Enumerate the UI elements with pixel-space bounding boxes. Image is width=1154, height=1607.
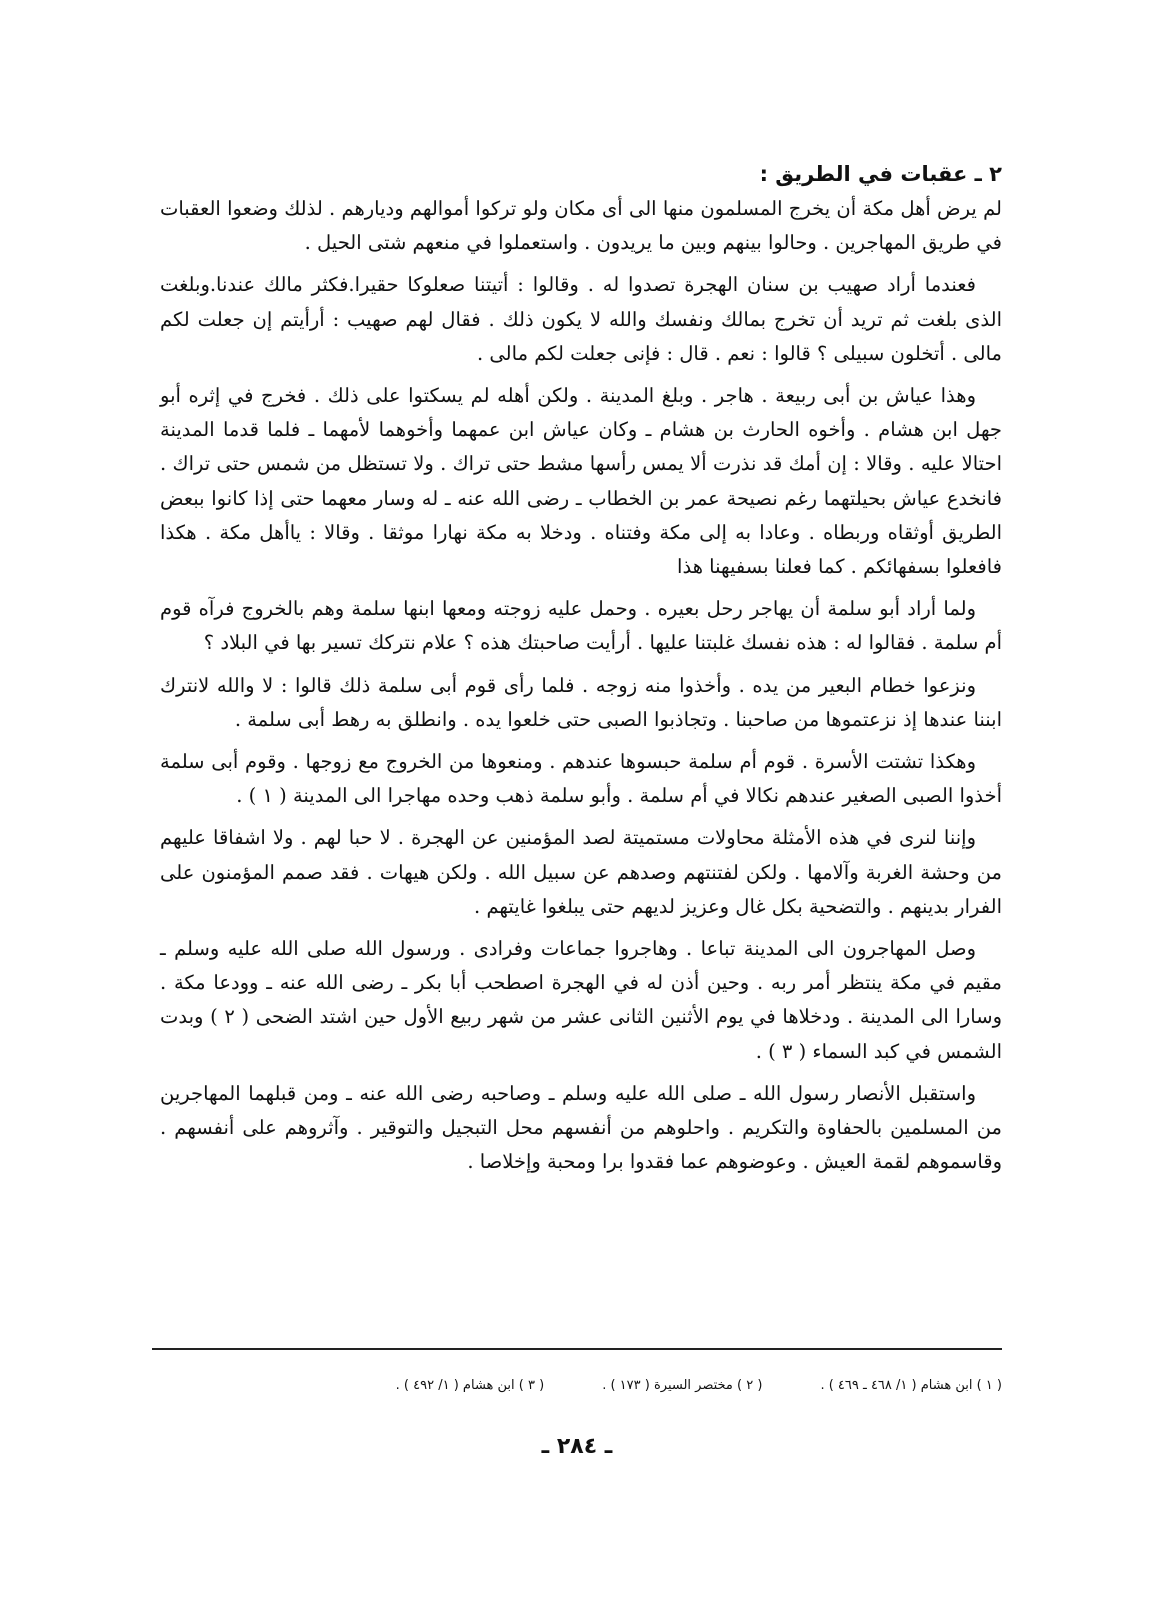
footnote-1: ( ١ ) ابن هشام ( ١/ ٤٦٨ ـ ٤٦٩ ) . — [820, 1378, 1002, 1393]
paragraph: وهكذا تشتت الأسرة . قوم أم سلمة حبسوها عندهم . ومنعوها من الخروج مع زوجها . وقوم أبى سلمة أخذوا الصبى الصغير عندهم نكالا في أم سلمة . وأبو سلمة ذهب وحده مهاجرا الى المدينة ( ١ ) . — [160, 750, 1002, 808]
paragraph: وصل المهاجرون الى المدينة تباعا . وهاجروا جماعات وفرادى . ورسول الله صلى الله عليه وسلم ـ مقيم في مكة ينتظر أمر ربه . وحين أذن له في الهجرة اصطحب أبا بكر ـ رضى الله عنه ـ وودعا مكة . وسارا الى المدينة . ودخلاها في يوم الأثنين الثانى عشر من شهر ربيع الأول حين اشتد الضحى ( ٢ ) وبدت الشمس في كبد السماء ( ٣ ) . — [160, 937, 1002, 1063]
paragraph: فعندما أراد صهيب بن سنان الهجرة تصدوا له . وقالوا : أتيتنا صعلوكا حقيرا.فكثر مالك عندنا.وبلغت الذى بلغت ثم تريد أن تخرج بمالك ونفسك والله لا يكون ذلك . فقال لهم صهيب : أرأيتم إن جعلت لكم مالى . أتخلون سبيلى ؟ قالوا : نعم . قال : فإنى جعلت لكم مالى . — [160, 273, 1002, 365]
page-number: ـ ٢٨٤ ـ — [541, 1434, 613, 1459]
footnote-2: ( ٢ ) مختصر السيرة ( ١٧٣ ) . — [602, 1378, 763, 1393]
paragraph: ولما أراد أبو سلمة أن يهاجر رحل بعيره . وحمل عليه زوجته ومعها ابنها سلمة وهم بالخروج فرآه قوم أم سلمة . فقالوا له : هذه نفسك غلبتنا عليها . أرأيت صاحبتك هذه ؟ علام نتركك تسير بها في البلاد ؟ — [160, 597, 1002, 655]
section-heading: ٢ ـ عقبات في الطريق : — [759, 162, 1002, 186]
footnote-3: ( ٣ ) ابن هشام ( ١/ ٤٩٢ ) . — [395, 1378, 545, 1393]
footnotes — [152, 1376, 1002, 1396]
paragraph: لم يرض أهل مكة أن يخرج المسلمون منها الى أى مكان ولو تركوا أموالهم وديارهم . لذلك وضعوا العقبات في طريق المهاجرين . وحالوا بينهم وبين ما يريدون . واستعملوا في منعهم شتى الحيل . — [160, 197, 1002, 255]
paragraph: ونزعوا خطام البعير من يده . وأخذوا منه زوجه . فلما رأى قوم أبى سلمة ذلك قالوا : لا والله لانترك ابننا عندها إذ نزعتموها من صاحبنا . وتجاذبوا الصبى حتى خلعوا يده . وانطلق به رهط أبى سلمة . — [160, 673, 1002, 731]
paragraph: وهذا عياش بن أبى ربيعة . هاجر . وبلغ المدينة . ولكن أهله لم يسكتوا على ذلك . فخرج في إثره أبو جهل ابن هشام . وأخوه الحارث بن هشام ـ وكان عياش ابن عمهما وأخوهما لأمهما ـ فلما قدما المدينة احتالا عليه . وقالا : إن أمك قد نذرت ألا يمس رأسها مشط حتى تراك . ولا تستظل من شمس حتى تراك . فانخدع عياش بحيلتهما رغم نصيحة عمر بن الخطاب ـ رضى الله عنه ـ له وسار معهما حتى إذا كانوا ببعض الطريق أوثقاه وربطاه . وعادا به إلى مكة وفتناه . ودخلا به مكة نهارا موثقا . وقالا : ياأهل مكة . هكذا فافعلوا بسفهائكم . كما فعلنا بسفيهنا هذا — [160, 384, 1002, 579]
body-text — [160, 158, 1002, 1179]
footnote-divider — [152, 1348, 1002, 1350]
paragraph: واستقبل الأنصار رسول الله ـ صلى الله عليه وسلم ـ وصاحبه رضى الله عنه ـ ومن قبلهما المهاجرين من المسلمين بالحفاوة والتكريم . واحلوهم من أنفسهم محل التبجيل والتوقير . وآثروهم على أنفسهم . وقاسموهم لقمة العيش . وعوضوهم عما فقدوا برا ومحبة وإخلاصا . — [160, 1081, 1002, 1174]
paragraph: وإننا لنرى في هذه الأمثلة محاولات مستميتة لصد المؤمنين عن الهجرة . لا حبا لهم . ولا اشفاقا عليهم من وحشة الغربة وآلامها . ولكن لفتنتهم وصدهم عن سبيل الله . ولكن هيهات . فقد صمم المؤمنون على الفرار بدينهم . والتضحية بكل غال وعزيز لديهم حتى يبلغوا غايتهم . — [160, 826, 1002, 918]
